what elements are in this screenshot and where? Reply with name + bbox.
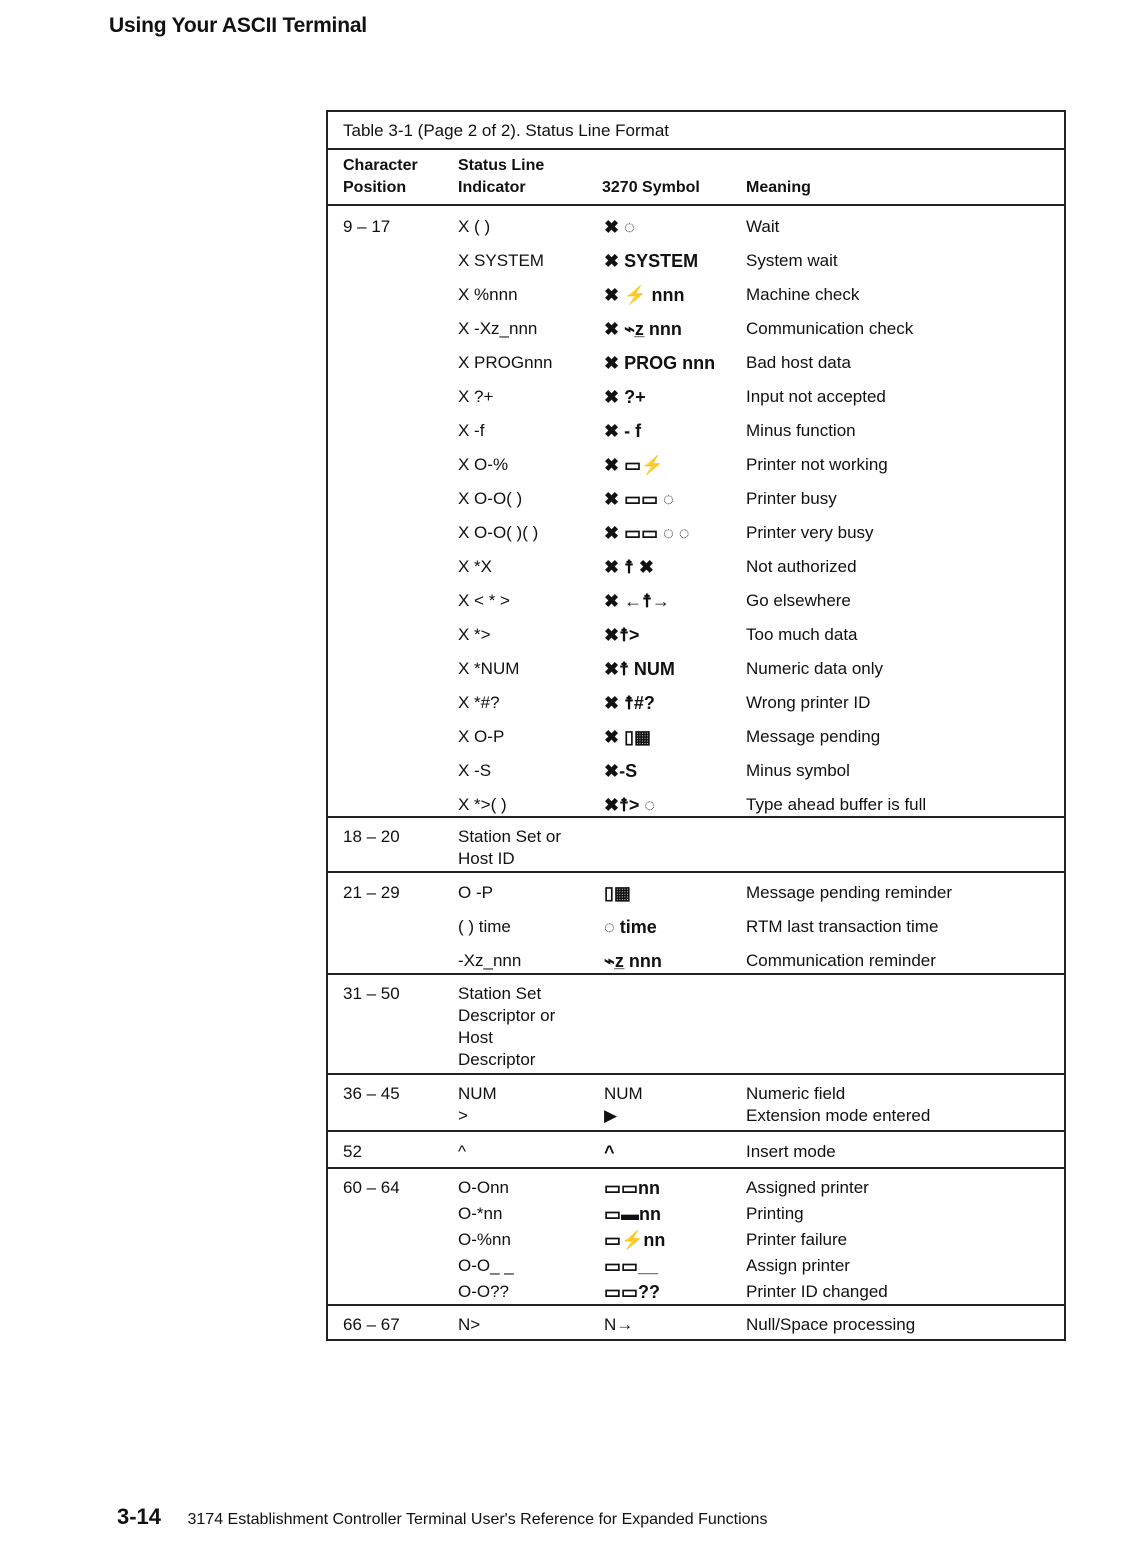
page-header-title: Using Your ASCII Terminal (109, 14, 367, 37)
symbol-3270: ✖ ▯▦ (604, 727, 651, 747)
status-line-indicator: O -P (458, 883, 493, 902)
symbol-3270: ✖ ?+ (604, 387, 646, 407)
meaning: Printer not working (746, 455, 888, 474)
meaning: Printer ID changed (746, 1282, 888, 1301)
symbol-3270: ⌁z̲ nnn (604, 951, 662, 971)
meaning: Message pending (746, 727, 881, 746)
page-number: 3-14 (117, 1504, 162, 1529)
table-group (328, 818, 1064, 873)
status-line-indicator: Host (458, 1028, 493, 1047)
status-line-indicator: Station Set or (458, 827, 562, 846)
meaning: Insert mode (746, 1142, 836, 1161)
meaning: Message pending reminder (746, 883, 953, 902)
symbol-3270: ✖ SYSTEM (604, 251, 699, 271)
meaning: Wrong printer ID (746, 693, 871, 712)
symbol-3270: ✖ ←☨→ (604, 591, 670, 611)
symbol-3270: ✖☨ NUM (604, 659, 675, 679)
symbol-3270: NUM (604, 1084, 643, 1103)
status-line-indicator: X *NUM (458, 659, 520, 678)
meaning: Null/Space processing (746, 1315, 916, 1334)
symbol-3270: ✖ ⌁z̲ nnn (604, 319, 682, 339)
symbol-3270: ✖ PROG nnn (604, 353, 716, 373)
status-line-indicator: NUM (458, 1084, 497, 1103)
status-line-indicator: X *#? (458, 693, 500, 712)
meaning: Minus function (746, 421, 856, 440)
meaning: Communication check (746, 319, 914, 338)
status-line-indicator: X O-O( ) (458, 489, 523, 508)
status-line-indicator: X *X (458, 557, 493, 576)
meaning: Minus symbol (746, 761, 850, 780)
status-line-indicator: X O-P (458, 727, 505, 746)
status-line-indicator: O-O_ _ (458, 1256, 514, 1275)
status-line-indicator: ( ) time (458, 917, 511, 936)
status-line-indicator: Descriptor or (458, 1006, 556, 1025)
table-caption: Table 3-1 (Page 2 of 2). Status Line Format (328, 112, 1064, 150)
symbol-3270: ▯▦ (604, 883, 631, 903)
status-line-indicator: X -f (458, 421, 485, 440)
meaning: Printer failure (746, 1230, 848, 1249)
symbol-3270: ^ (604, 1142, 615, 1162)
meaning: System wait (746, 251, 838, 270)
table-group (328, 1075, 1064, 1132)
meaning: Assign printer (746, 1256, 850, 1275)
symbol-3270: N→ (604, 1315, 634, 1334)
symbol-3270: ✖ ☨ ✖ (604, 557, 654, 577)
table-group (328, 1306, 1064, 1339)
header-indicator-line2: Indicator (458, 179, 526, 196)
symbol-3270: ◌ time (604, 917, 657, 937)
page-footer (117, 1504, 767, 1530)
status-line-indicator: X ( ) (458, 217, 491, 236)
status-line-indicator: X %nnn (458, 285, 518, 304)
status-line-indicator: Station Set (458, 984, 542, 1003)
symbol-3270: ✖ ☨#? (604, 693, 655, 713)
symbol-3270: ▭▭?? (604, 1282, 661, 1302)
status-line-indicator: X O-% (458, 455, 509, 474)
table-group (328, 975, 1064, 1075)
character-position: 52 (343, 1142, 362, 1161)
character-position: 18 – 20 (343, 827, 400, 846)
status-line-indicator: X -Xz_nnn (458, 319, 538, 338)
symbol-3270: ✖ ▭⚡ (604, 455, 664, 475)
meaning: Type ahead buffer is full (746, 795, 927, 814)
table-header-row (328, 150, 1064, 206)
status-line-indicator: X < * > (458, 591, 510, 610)
meaning: Wait (746, 217, 780, 236)
symbol-3270: ✖ ▭▭ ◌ ◌ (604, 523, 690, 543)
status-line-indicator: X *> (458, 625, 491, 644)
status-line-indicator: O-%nn (458, 1230, 511, 1249)
meaning: Printer busy (746, 489, 837, 508)
status-line-indicator: X PROGnnn (458, 353, 553, 372)
meaning: Machine check (746, 285, 860, 304)
character-position: 21 – 29 (343, 883, 400, 902)
table-group (328, 206, 1064, 818)
symbol-3270: ▭⚡nn (604, 1230, 666, 1250)
status-line-indicator: > (458, 1106, 468, 1125)
symbol-3270: ✖ ▭▭ ◌ (604, 489, 674, 509)
status-line-indicator: X O-O( )( ) (458, 523, 539, 542)
meaning: Bad host data (746, 353, 851, 372)
meaning: Printer very busy (746, 523, 874, 542)
symbol-3270: ✖-S (604, 761, 638, 781)
footer-text: 3174 Establishment Controller Terminal User's Reference for Expanded Functions (187, 1511, 768, 1528)
symbol-3270: ▭▭__ (604, 1256, 659, 1276)
status-line-indicator: X -S (458, 761, 492, 780)
meaning: Printing (746, 1204, 804, 1223)
table-group (328, 873, 1064, 975)
header-symbol: 3270 Symbol (602, 179, 700, 196)
status-line-indicator: -Xz_nnn (458, 951, 522, 970)
symbol-3270: ▭▭nn (604, 1178, 661, 1198)
status-line-indicator: X *>( ) (458, 795, 507, 814)
character-position: 31 – 50 (343, 984, 400, 1003)
symbol-3270: ✖ - f (604, 421, 642, 441)
status-line-indicator: O-O?? (458, 1282, 510, 1301)
status-line-indicator: Descriptor (458, 1050, 536, 1069)
meaning: RTM last transaction time (746, 917, 939, 936)
table-group (328, 1169, 1064, 1306)
meaning: Go elsewhere (746, 591, 851, 610)
meaning: Extension mode entered (746, 1106, 931, 1125)
status-line-indicator: X ?+ (458, 387, 494, 406)
character-position: 36 – 45 (343, 1084, 400, 1103)
status-line-indicator: N> (458, 1315, 481, 1334)
meaning: Too much data (746, 625, 858, 644)
meaning: Input not accepted (746, 387, 886, 406)
meaning: Assigned printer (746, 1178, 869, 1197)
table-group (328, 1132, 1064, 1169)
meaning: Not authorized (746, 557, 857, 576)
status-line-indicator: O-*nn (458, 1204, 503, 1223)
character-position: 60 – 64 (343, 1178, 400, 1197)
symbol-3270: ✖ ◌ (604, 217, 635, 237)
table-body (328, 206, 1064, 1339)
status-line-format-table (326, 110, 1066, 1341)
status-line-indicator: ^ (458, 1142, 466, 1161)
meaning: Numeric field (746, 1084, 846, 1103)
status-line-indicator: O-Onn (458, 1178, 510, 1197)
character-position: 66 – 67 (343, 1315, 400, 1334)
header-indicator-line1: Status Line (458, 157, 545, 174)
symbol-3270: ✖☨> (604, 625, 640, 645)
symbol-3270: ▭▬nn (604, 1204, 661, 1224)
meaning: Numeric data only (746, 659, 884, 678)
header-position-line1: Character (343, 157, 418, 174)
symbol-3270: ✖ ⚡ nnn (604, 285, 685, 305)
character-position: 9 – 17 (343, 217, 391, 236)
symbol-3270: ✖☨> ◌ (604, 795, 656, 815)
header-position-line2: Position (343, 179, 407, 196)
status-line-indicator: Host ID (458, 849, 515, 868)
symbol-3270: ▶ (604, 1106, 618, 1125)
meaning: Communication reminder (746, 951, 936, 970)
status-line-indicator: X SYSTEM (458, 251, 544, 270)
header-meaning: Meaning (746, 179, 811, 196)
